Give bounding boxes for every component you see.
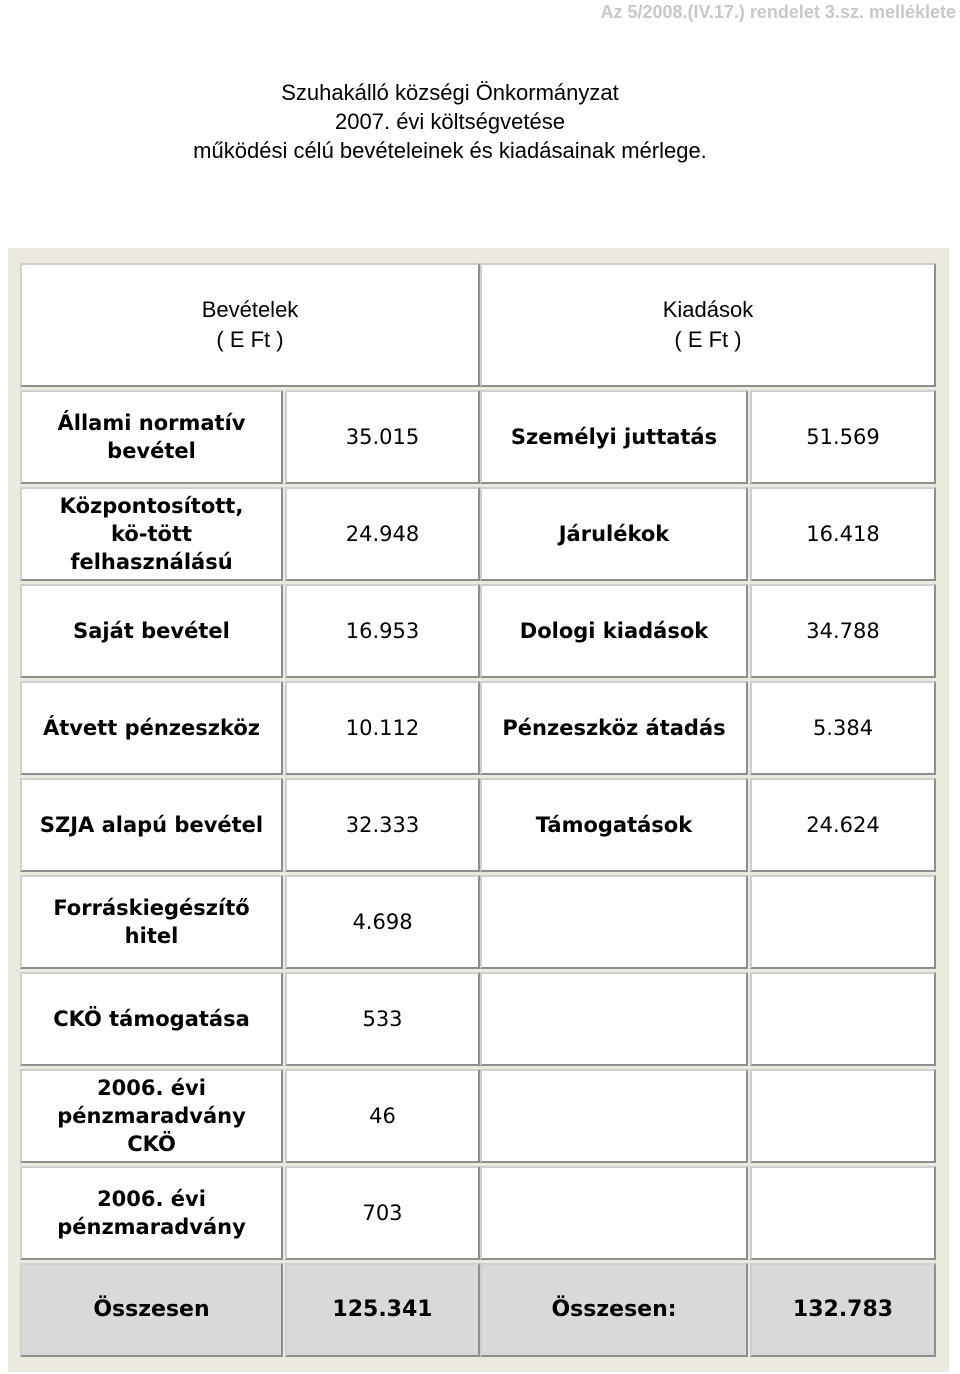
income-total-label-cell xyxy=(20,1263,283,1357)
income-label-cell xyxy=(20,1069,283,1163)
income-value: 703 xyxy=(362,1201,403,1225)
expense-value-cell xyxy=(750,681,936,775)
expense-label-cell xyxy=(480,875,748,969)
income-label: Átvett pénzeszköz xyxy=(42,716,261,740)
expense-label: Pénzeszköz átadás xyxy=(502,716,726,740)
expense-header-label: Kiadások xyxy=(662,297,754,322)
expense-label: Személyi juttatás xyxy=(510,425,718,449)
income-label: 2006. évi pénzmaradvány xyxy=(57,1187,246,1239)
title-line-2: 2007. évi költségvetése xyxy=(335,109,565,134)
expense-value-cell xyxy=(750,778,936,872)
income-value-cell xyxy=(285,681,480,775)
expense-value-cell xyxy=(750,584,936,678)
income-label-cell xyxy=(20,390,283,484)
income-value: 35.015 xyxy=(345,425,420,449)
expense-value: 16.418 xyxy=(806,522,880,546)
income-value-cell xyxy=(285,1069,480,1163)
income-label-cell xyxy=(20,778,283,872)
income-value-cell xyxy=(285,875,480,969)
expense-value: 24.624 xyxy=(806,813,880,837)
income-label-cell xyxy=(20,875,283,969)
income-value-cell xyxy=(285,778,480,872)
expense-value-cell xyxy=(750,390,936,484)
income-total-label: Összesen xyxy=(93,1297,210,1322)
income-label: 2006. évi pénzmaradvány CKÖ xyxy=(57,1076,246,1156)
income-label-cell xyxy=(20,487,283,581)
expense-label-cell xyxy=(480,778,748,872)
expense-label-cell xyxy=(480,681,748,775)
income-value-cell xyxy=(285,390,480,484)
expense-label-cell xyxy=(480,972,748,1066)
expense-header xyxy=(480,263,936,387)
income-total-value: 125.341 xyxy=(332,1297,433,1322)
income-label: Állami normatív bevétel xyxy=(57,411,246,463)
income-value: 533 xyxy=(362,1007,403,1031)
expense-label-cell xyxy=(480,584,748,678)
expense-value-cell xyxy=(750,1166,936,1260)
income-label: Forráskiegészítő hitel xyxy=(53,896,250,948)
income-label: Saját bevétel xyxy=(73,619,230,643)
income-label-cell xyxy=(20,972,283,1066)
income-value: 10.112 xyxy=(345,716,420,740)
expense-label-cell xyxy=(480,487,748,581)
expense-value-cell xyxy=(750,875,936,969)
expense-label-cell xyxy=(480,1166,748,1260)
income-total-value-cell xyxy=(285,1263,480,1357)
income-label: SZJA alapú bevétel xyxy=(39,813,264,837)
expense-total-value-cell xyxy=(750,1263,936,1357)
income-label: CKÖ támogatása xyxy=(53,1007,250,1031)
title-line-1: Szuhakálló községi Önkormányzat xyxy=(281,80,619,105)
balance-table xyxy=(8,248,949,1372)
income-label: Központosított, kö-tött felhasználású xyxy=(59,494,244,574)
expense-value: 5.384 xyxy=(812,716,874,740)
expense-label: Járulékok xyxy=(558,522,670,546)
income-header-label: Bevételek xyxy=(201,297,299,322)
expense-total-label: Összesen: xyxy=(551,1297,677,1322)
income-label-cell xyxy=(20,584,283,678)
expense-value-cell xyxy=(750,487,936,581)
income-value: 16.953 xyxy=(345,619,420,643)
income-header xyxy=(20,263,480,387)
income-value-cell xyxy=(285,487,480,581)
expense-total-label-cell xyxy=(480,1263,748,1357)
income-header-unit: ( E Ft ) xyxy=(216,327,284,352)
document-reference: Az 5/2008.(IV.17.) rendelet 3.sz. melléklete xyxy=(600,2,956,22)
income-value: 24.948 xyxy=(345,522,420,546)
income-value-cell xyxy=(285,1166,480,1260)
income-value: 4.698 xyxy=(352,910,413,934)
income-value: 46 xyxy=(369,1104,396,1128)
expense-total-value: 132.783 xyxy=(792,1297,894,1322)
expense-value: 51.569 xyxy=(806,425,880,449)
title-line-3: működési célú bevételeinek és kiadásainak mérlege. xyxy=(193,138,707,163)
expense-label: Dologi kiadások xyxy=(519,619,709,643)
expense-label: Támogatások xyxy=(535,813,693,837)
income-value-cell xyxy=(285,972,480,1066)
expense-header-unit: ( E Ft ) xyxy=(674,327,742,352)
income-value: 32.333 xyxy=(345,813,420,837)
document-title xyxy=(0,78,900,165)
income-label-cell xyxy=(20,1166,283,1260)
expense-label-cell xyxy=(480,390,748,484)
expense-value-cell xyxy=(750,972,936,1066)
expense-value: 34.788 xyxy=(806,619,880,643)
expense-value-cell xyxy=(750,1069,936,1163)
expense-label-cell xyxy=(480,1069,748,1163)
income-value-cell xyxy=(285,584,480,678)
income-label-cell xyxy=(20,681,283,775)
